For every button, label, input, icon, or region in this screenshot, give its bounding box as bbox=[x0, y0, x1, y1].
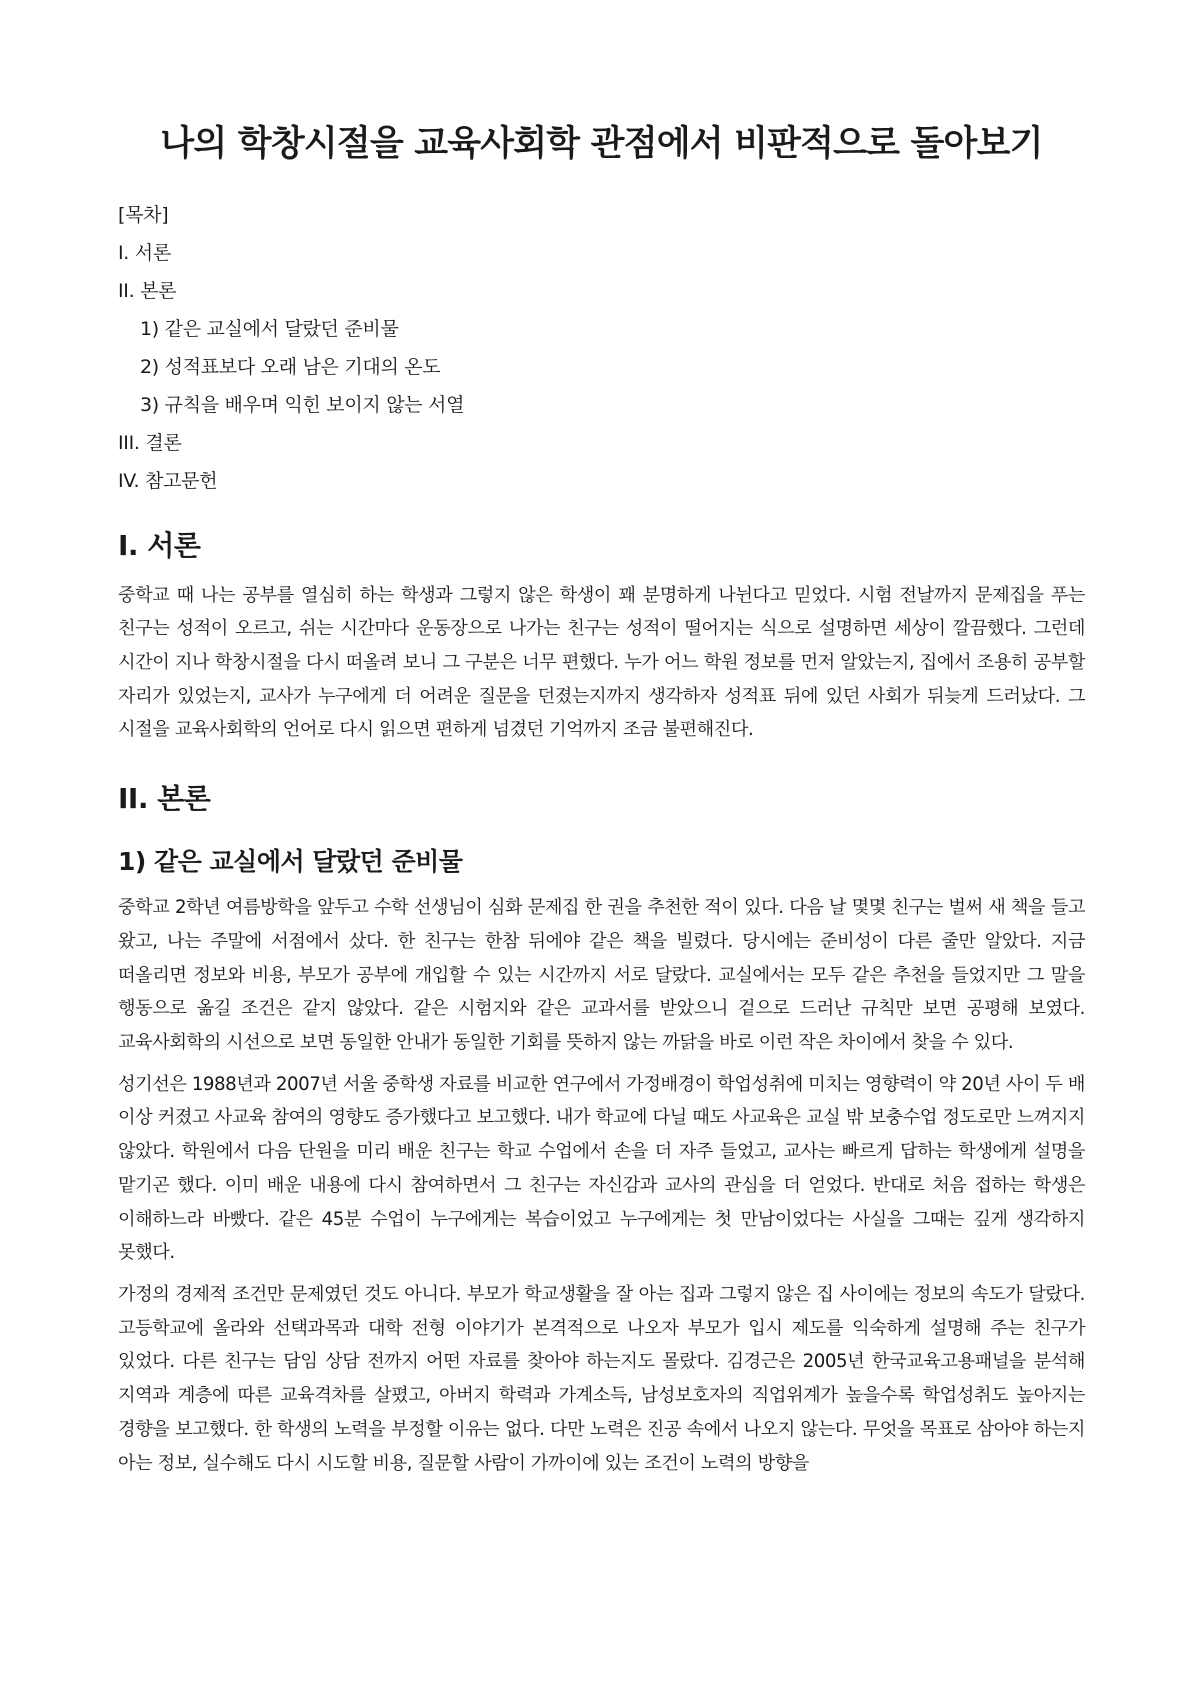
intro-paragraph: 중학교 때 나는 공부를 열심히 하는 학생과 그렇지 않은 학생이 꽤 분명하게 나뉜다고 믿었다. 시험 전날까지 문제집을 푸는 친구는 성적이 오르고, 쉬는 시간마다 운동장으로 나가는 친구는 성적이 떨어지는 식으로 설명하면 세상이 깔끔했다. 그런데 시간이 지나 학창시절을 다시 떠올려 보니 그 구분은 너무 편했다. 누가 어느 학원 정보를 먼저 알았는지, 집에서 조용히 공부할 자리가 있었는지, 교사가 누구에게 더 어려운 질문을 던졌는지까지 생각하자 성적표 뒤에 있던 사회가 뒤늦게 드러났다. 그 시절을 교육사회학의 언어로 다시 읽으면 편하게 넘겼던 기억까지 조금 불편해진다. bbox=[118, 584, 1085, 741]
table-of-contents bbox=[118, 202, 1085, 494]
toc-heading: [목차] bbox=[118, 203, 169, 226]
section-heading-intro: I. 서론 bbox=[118, 528, 201, 562]
body-section bbox=[118, 781, 1085, 1480]
toc-item-conclusion: III. 결론 bbox=[118, 431, 182, 454]
subsection-heading-1: 1) 같은 교실에서 달랐던 준비물 bbox=[118, 847, 463, 877]
intro-section bbox=[118, 528, 1085, 748]
toc-item-body-2: 2) 성적표보다 오래 남은 기대의 온도 bbox=[140, 355, 441, 378]
toc-item-references: IV. 참고문헌 bbox=[118, 469, 218, 492]
body-paragraph: 가정의 경제적 조건만 문제였던 것도 아니다. 부모가 학교생활을 잘 아는 집과 그렇지 않은 집 사이에는 정보의 속도가 달랐다. 고등학교에 올라와 선택과목과 대학 전형 이야기가 본격적으로 나오자 부모가 입시 제도를 익숙하게 설명해 주는 친구가 있었다. 다른 친구는 담임 상담 전까지 어떤 자료를 찾아야 하는지도 몰랐다. 김경근은 2005년 한국교육고용패널을 분석해 지역과 계층에 따른 교육격차를 살폈고, 아버지 학력과 가계소득, 남성보호자의 직업위계가 높을수록 학업성취도 높아지는 경향을 보고했다. 한 학생의 노력을 부정할 이유는 없다. 다만 노력은 진공 속에서 나오지 않는다. 무엇을 목표로 삼아야 하는지 아는 정보, 실수해도 다시 시도할 비용, 질문할 사람이 가까이에 있는 조건이 노력의 방향을 bbox=[118, 1284, 1085, 1474]
toc-item-intro: I. 서론 bbox=[118, 241, 171, 264]
body-paragraph: 중학교 2학년 여름방학을 앞두고 수학 선생님이 심화 문제집 한 권을 추천한 적이 있다. 다음 날 몇몇 친구는 벌써 새 책을 들고 왔고, 나는 주말에 서점에서 샀다. 한 친구는 한참 뒤에야 같은 책을 빌렸다. 당시에는 준비성이 다른 줄만 알았다. 지금 떠올리면 정보와 비용, 부모가 공부에 개입할 수 있는 시간까지 서로 달랐다. 교실에서는 모두 같은 추천을 들었지만 그 말을 행동으로 옮길 조건은 같지 않았다. 같은 시험지와 같은 교과서를 받았으니 겉으로 드러난 규칙만 보면 공평해 보였다. 교육사회학의 시선으로 보면 동일한 안내가 동일한 기회를 뜻하지 않는 까닭을 바로 이런 작은 차이에서 찾을 수 있다. bbox=[118, 897, 1085, 1054]
document-title: 나의 학창시절을 교육사회학 관점에서 비판적으로 돌아보기 bbox=[160, 124, 1043, 164]
toc-item-body: II. 본론 bbox=[118, 279, 177, 302]
body-paragraph: 성기선은 1988년과 2007년 서울 중학생 자료를 비교한 연구에서 가정배경이 학업성취에 미치는 영향력이 약 20년 사이 두 배 이상 커졌고 사교육 참여의 영향도 증가했다고 보고했다. 내가 학교에 다닐 때도 사교육은 교실 밖 보충수업 정도로만 느껴지지 않았다. 학원에서 다음 단원을 미리 배운 친구는 학교 수업에서 손을 더 자주 들었고, 교사는 빠르게 답하는 학생에게 설명을 맡기곤 했다. 이미 배운 내용에 다시 참여하면서 그 친구는 자신감과 교사의 관심을 더 얻었다. 반대로 처음 접하는 학생은 이해하느라 바빴다. 같은 45분 수업이 누구에게는 복습이었고 누구에게는 첫 만남이었다는 사실을 그때는 깊게 생각하지 못했다. bbox=[118, 1073, 1085, 1264]
toc-item-body-1: 1) 같은 교실에서 달랐던 준비물 bbox=[140, 317, 399, 340]
toc-item-body-3: 3) 규칙을 배우며 익힌 보이지 않는 서열 bbox=[140, 393, 465, 416]
section-heading-body: II. 본론 bbox=[118, 782, 211, 816]
